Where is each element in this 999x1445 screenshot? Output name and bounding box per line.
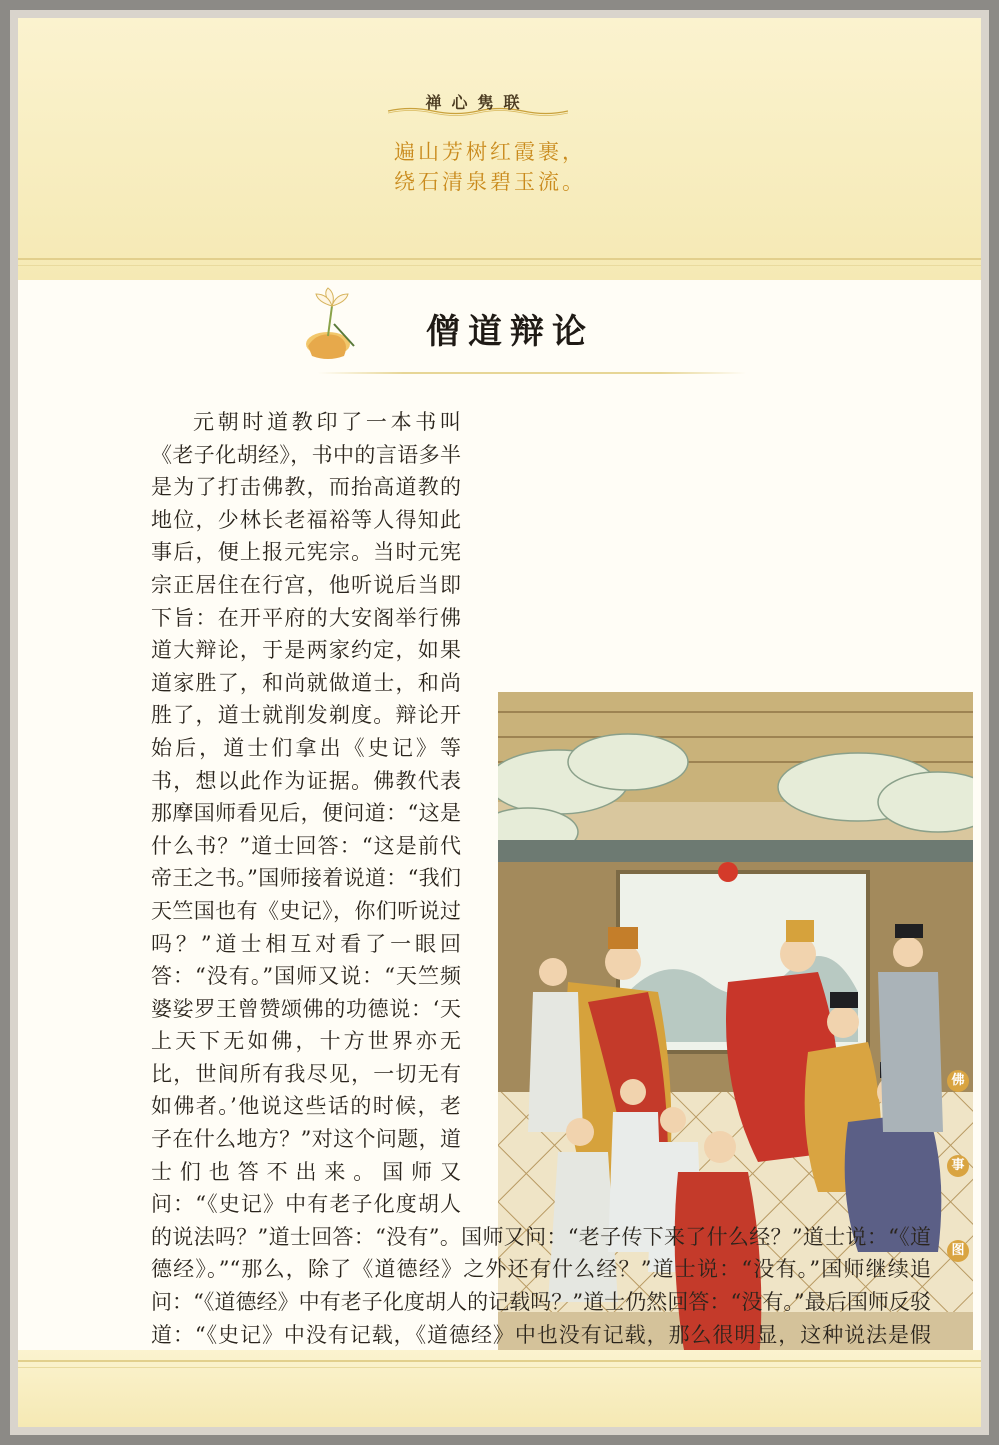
- article-paragraph: 元朝时道教印了一本书叫《老子化胡经》，书中的言语多半是为了打击佛教，而抬高道教的地位，少林长老福裕等人得知此事后，便上报元宪宗。当时元宪宗正居住在行宫，他听说后当即下旨：在开平府的大安阁举行佛道大辩论，于是两家约定，如果道家胜了，和尚就做道士，和尚胜了，道士就削发剃度。辩论开始后，道士们拿出《史记》等书，想以此作为证据。佛教代表那摩国师看见后，便问道：“这是什么书？”道士回答：“这是前代帝王之书。”国师接着说道：“我们天竺国也有《史记》，你们听说过吗？”道士相互对看了一眼回答：“没有。”国师又说：“天竺频婆娑罗王曾赞颂佛的功德说：‘天上天下无如佛，十方世界亦无比，世间所有我尽见，一切无有如佛者。’他说这些话的时候，老子在什么地方？”对这个问题，道士们也答不出来。国师又问：“《史记》中有老子化度胡人的说法吗？”道士回答：“没有”。国师又问：“老子传下来了什么经？”道士说：“《道德经》。”“那么，除了《道德经》之外还有什么经？”道士说：“没有。”国师继续追问：“《道德经》中有老子化度胡人的记载吗？”道士仍然回答：“没有。”最后国师反驳道：“《史记》中没有记载，《道德经》中也没有记载，那么很明显，这种说法是假: [151, 410, 931, 1347]
- article-title: 僧道辩论: [426, 312, 594, 352]
- couplet-line-2: 绕石清泉碧玉流。: [394, 170, 586, 194]
- title-divider: [318, 372, 746, 374]
- couplet-heading: 禅心隽联: [425, 93, 530, 112]
- article-body: [151, 406, 931, 1384]
- couplet-line-1: 遍山芳树红霞裹，: [394, 140, 586, 164]
- illustration-space: [475, 438, 931, 1198]
- footer-band: [18, 1350, 981, 1427]
- side-label-3: 图: [947, 1240, 969, 1262]
- lotus-hand-icon: [288, 286, 366, 366]
- page-frame: [10, 10, 989, 1435]
- side-label-1: 佛: [947, 1070, 969, 1092]
- side-label-2: 事: [947, 1155, 969, 1177]
- book-page: [18, 18, 981, 1427]
